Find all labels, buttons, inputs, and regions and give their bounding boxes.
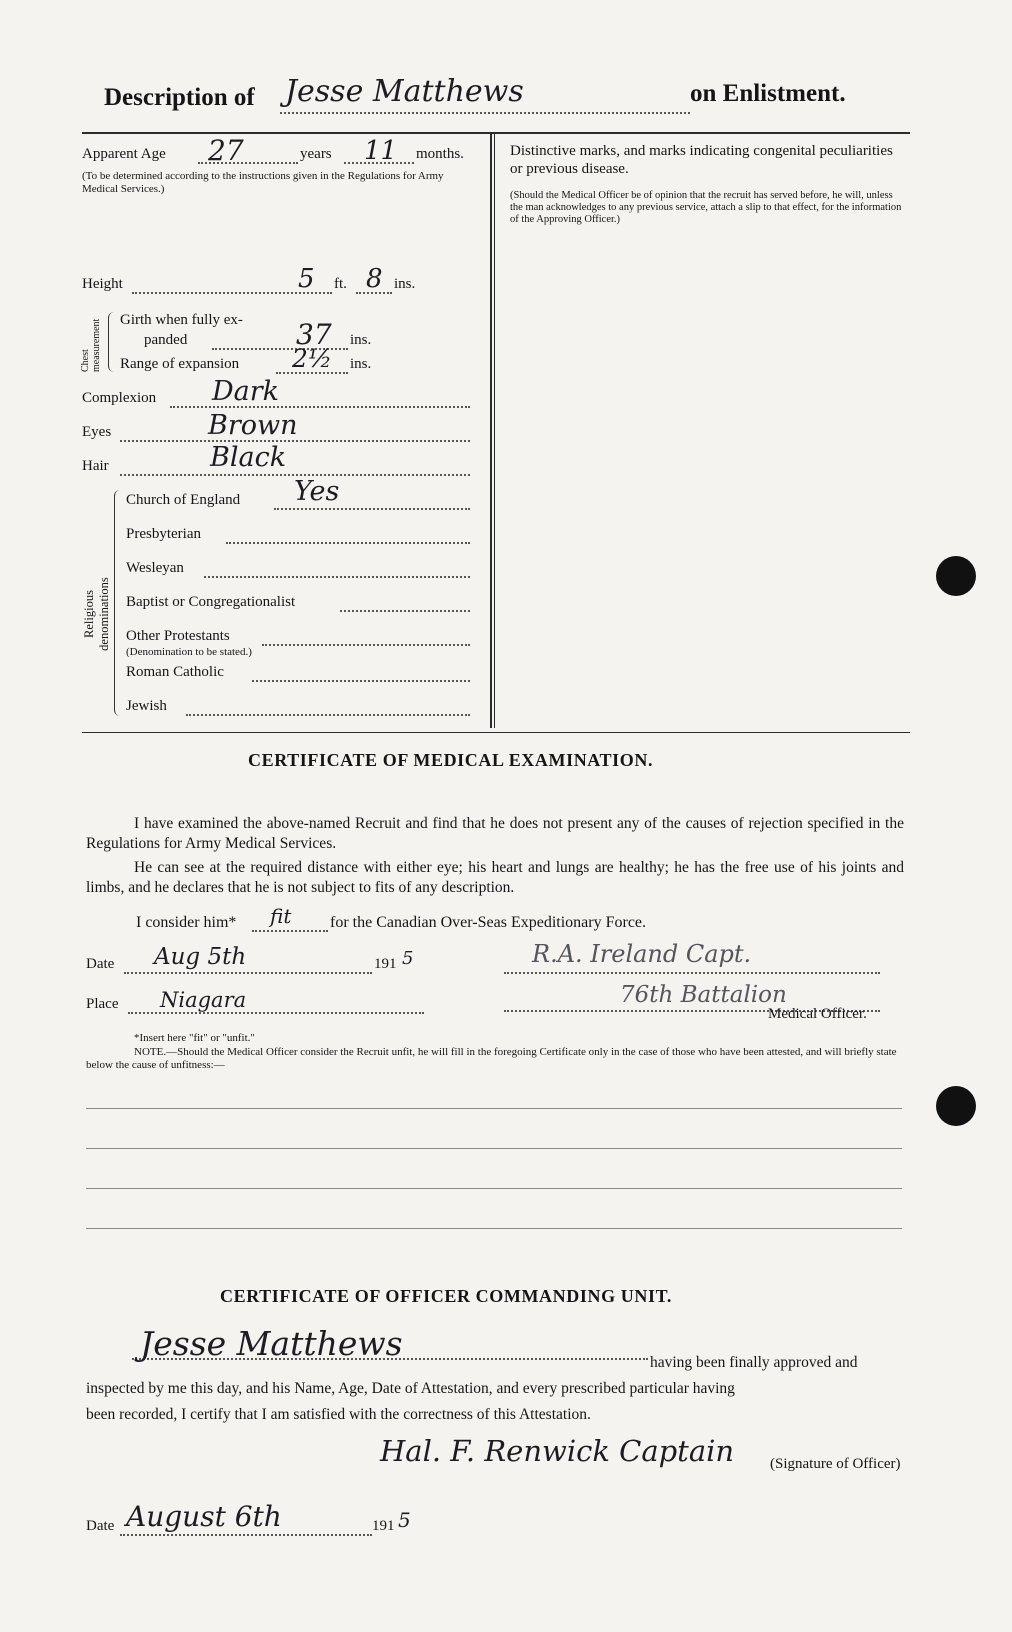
apparent-age-label: Apparent Age <box>82 146 166 162</box>
medical-signature-line <box>504 972 880 974</box>
church-of-england-line <box>274 508 470 510</box>
table-bottom-rule <box>82 732 910 733</box>
chest-measurement-side-label: Chest measurement <box>80 318 102 372</box>
presbyterian-line <box>226 542 470 544</box>
description-of-label: Description of <box>104 84 255 111</box>
church-of-england-value: Yes <box>294 476 340 507</box>
punch-hole-top <box>936 556 976 596</box>
hair-value: Black <box>210 442 287 473</box>
girth-label-1: Girth when fully ex- <box>120 312 243 328</box>
punch-hole-bottom <box>936 1086 976 1126</box>
chest-brace <box>108 312 117 372</box>
previous-service-note: (Should the Medical Officer be of opinion that the recruit has served before, he will, unless the man acknowledges to any previous service, attach a slip to that effect, for the information of the Approving Officer.) <box>510 190 902 225</box>
age-months-value: 11 <box>364 136 398 166</box>
baptist-line <box>340 610 470 612</box>
medical-officer-signature: R.A. Ireland Capt. <box>532 940 752 968</box>
place-line <box>128 1012 424 1014</box>
wesleyan-line <box>204 576 470 578</box>
eyes-value: Brown <box>208 410 298 441</box>
approved-text: having been finally approved and <box>650 1354 858 1371</box>
eyes-label: Eyes <box>82 424 112 440</box>
unfitness-line-4 <box>86 1228 902 1229</box>
medical-date-value: Aug 5th <box>154 944 247 970</box>
commanding-year-suffix: 5 <box>398 1508 411 1532</box>
girth-label-2: panded <box>144 332 188 348</box>
officer-commanding-heading: CERTIFICATE OF OFFICER COMMANDING UNIT. <box>220 1286 672 1306</box>
religion-brace <box>114 490 123 716</box>
consider-line <box>252 930 328 932</box>
other-protestants-note: (Denomination to be stated.) <box>126 646 252 658</box>
jewish-line <box>186 714 470 716</box>
unfitness-line-2 <box>86 1148 902 1149</box>
officer-signature: Hal. F. Renwick Captain <box>380 1434 735 1468</box>
commanding-date-value: August 6th <box>126 1500 282 1533</box>
months-label: months. <box>416 146 464 162</box>
age-years-value: 27 <box>208 134 244 167</box>
commanding-paragraph-line-2: inspected by me this day, and his Name, Age, Date of Attestation, and every prescribed particular having <box>86 1380 735 1397</box>
complexion-label: Complexion <box>82 390 157 406</box>
commanding-recruit-name: Jesse Matthews <box>140 1324 403 1363</box>
canadian-force-label: for the Canadian Over-Seas Expeditionary Force. <box>330 914 647 931</box>
unfitness-line-1 <box>86 1108 902 1109</box>
recruit-name: Jesse Matthews <box>285 74 524 109</box>
girth-value: 37 <box>296 318 332 351</box>
height-label: Height <box>82 276 123 292</box>
place-label: Place <box>86 996 119 1012</box>
battalion-signature: 76th Battalion <box>620 982 787 1008</box>
ins-label-girth: ins. <box>350 332 372 348</box>
roman-catholic-line <box>252 680 470 682</box>
height-in-value: 8 <box>366 264 383 294</box>
range-value: 2½ <box>292 344 333 373</box>
medical-certificate-heading: CERTIFICATE OF MEDICAL EXAMINATION. <box>248 750 654 770</box>
distinctive-marks-title: Distinctive marks, and marks indicating congenital peculiarities or previous disease. <box>510 143 893 177</box>
insert-fit-note: *Insert here "fit" or "unfit." <box>134 1032 255 1044</box>
other-protestants-line <box>262 644 470 646</box>
baptist-label: Baptist or Congregationalist <box>126 594 296 610</box>
age-determination-note: (To be determined according to the instructions given in the Regulations for Army Medical Services.) <box>82 170 444 195</box>
range-of-expansion-label: Range of expansion <box>120 356 240 372</box>
hair-label: Hair <box>82 458 109 474</box>
complexion-value: Dark <box>212 376 280 407</box>
commanding-date-label: Date <box>86 1518 115 1534</box>
consider-him-label: I consider him* <box>136 914 237 931</box>
medical-year-prefix: 191 <box>374 956 397 972</box>
medical-year-suffix: 5 <box>402 948 414 969</box>
medical-date-line <box>124 972 372 974</box>
unfit-recruit-note: NOTE.—Should the Medical Officer consider the Recruit unfit, he will fill in the foregoing Certificate only in the case of those who have been attested, and will briefly state below the cause of unfitness:— <box>86 1046 897 1071</box>
ins-label-height: ins. <box>394 276 416 292</box>
signature-of-officer-label: (Signature of Officer) <box>770 1456 901 1472</box>
years-label: years <box>300 146 332 162</box>
medical-date-label: Date <box>86 956 115 972</box>
medical-paragraph-2: He can see at the required distance with either eye; his heart and lungs are healthy; he has the free use of his joints and limbs, and he declares that he is not subject to fits of any description. <box>86 859 904 896</box>
church-of-england-label: Church of England <box>126 492 241 508</box>
medical-paragraph-1: I have examined the above-named Recruit and find that he does not present any of the causes of rejection specified in the Regulations for Army Medical Services. <box>86 815 904 852</box>
jewish-label: Jewish <box>126 698 167 714</box>
place-value: Niagara <box>160 988 247 1012</box>
commanding-year-prefix: 191 <box>372 1518 395 1534</box>
name-dotted-line <box>280 112 690 114</box>
unfitness-line-3 <box>86 1188 902 1189</box>
religious-denominations-side-label: Religious denominations <box>82 577 111 651</box>
column-divider <box>490 134 492 728</box>
other-protestants-label: Other Protestants <box>126 628 230 644</box>
commanding-paragraph-line-3: been recorded, I certify that I am satisfied with the correctness of this Attestation. <box>86 1406 591 1423</box>
column-divider-inner <box>494 134 495 728</box>
commanding-date-line <box>120 1534 372 1536</box>
wesleyan-label: Wesleyan <box>126 560 184 576</box>
presbyterian-label: Presbyterian <box>126 526 201 542</box>
top-rule <box>82 132 910 134</box>
height-ft-value: 5 <box>298 264 315 294</box>
on-enlistment-label: on Enlistment. <box>690 80 846 107</box>
medical-officer-label: Medical Officer. <box>768 1006 867 1022</box>
ins-label-range: ins. <box>350 356 372 372</box>
ft-label: ft. <box>334 276 347 292</box>
roman-catholic-label: Roman Catholic <box>126 664 224 680</box>
fitness-value: fit <box>270 904 292 928</box>
